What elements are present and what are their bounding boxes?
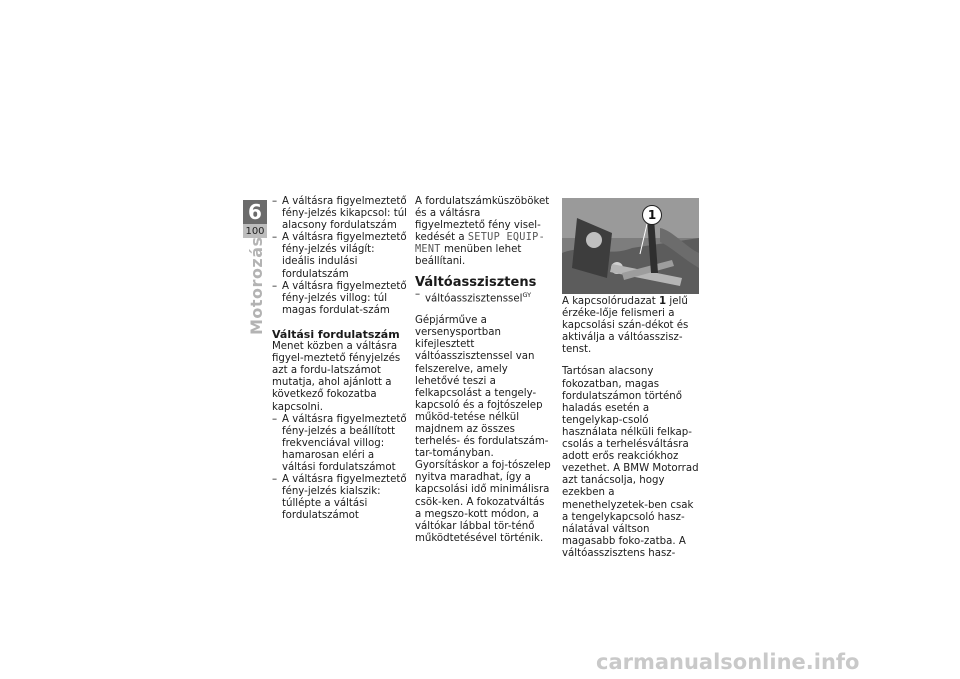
dash: – (272, 196, 278, 207)
list-item-text: A váltásra figyelmeztető fény-jelzés villog: túl magas fordulat-szám (282, 280, 407, 316)
callout-marker: 1 (642, 205, 662, 225)
caption-text: A kapcsolórudazat (562, 296, 656, 307)
section-heading: Váltóasszisztens (415, 274, 537, 290)
list-item-text: A váltásra figyelmeztető fény-jelzés a beállított frekvenciával villog: hamarosan eléri a váltási fordulatszámot (282, 413, 407, 473)
caption-text: jelű érzéke-lője felismeri a kapcsolási szán-dékot és aktiválja a váltóasszisz-tenst. (562, 296, 689, 356)
paragraph: Tartósan alacsony fokozatban, magas fordulatszámon történő haladás esetén a tengelykap-csoló használata nélküli felkap-csolás a terhelésváltásra adott erős reakciókhoz vezethet. A BMW Motorrad azt tanácsolja, hogy ezekben a menethelyzetek-ben csak a tengelykapcsoló hasz-nálatával váltson magasabb foko-zatba. A váltóasszisztens hasz- (562, 366, 699, 559)
list-item-text: A váltásra figyelmeztető fény-jelzés kikapcsol: túl alacsony fordulatszám (282, 196, 408, 232)
dash: – (272, 413, 278, 425)
paragraph (415, 196, 552, 269)
menu-code: SETUP EQUIP-MENT (415, 232, 546, 256)
column-1 (272, 196, 408, 522)
chapter-title: Motorozás (247, 236, 266, 335)
dash: – (272, 280, 278, 292)
list-item-text: A váltásra figyelmeztető fény-jelzés kialszik: túllépte a váltási fordulatszámot (282, 474, 407, 522)
paragraph-text: A fordulatszámküszöböket és a váltásra figyelmeztető fény visel-kedését a (415, 196, 550, 244)
column-2 (415, 196, 552, 545)
list-item-text: A váltásra figyelmeztető fény-jelzés világít: ideális indulási fordulatszám (282, 232, 407, 280)
bullet-list-top (272, 196, 408, 317)
paragraph: Menet közben a váltásra figyel-meztető fényjelzés azt a fordu-latszámot mutatja, ahol ajánlott a következő fokozatba kapcsolni. (272, 341, 401, 413)
bullet-list-bottom (272, 414, 408, 523)
list-item (272, 474, 408, 522)
dash: – (272, 474, 278, 486)
equipment-note-text: váltóasszisztenssel (425, 293, 523, 305)
list-item (272, 281, 408, 317)
dash: – (415, 288, 421, 300)
paragraph-text: menüben lehet beállítani. (415, 244, 522, 268)
equipment-note (415, 289, 552, 305)
watermark: carmanualsonline.info (596, 650, 860, 674)
optional-equipment-mark: GY (522, 290, 532, 299)
list-item (272, 232, 408, 280)
paragraph: Gépjárműve a versenysportban kifejlesztett váltóasszisztenssel van felszerelve, amely lehetővé teszi a felkapcsolást a tengely-kapcsoló és a fojtószelep működ-tetése nélkül majdnem az összes terhelés- és fordulatszám-tar-tományban. Gyorsításkor a foj-tószelep nyitva maradhat, így a kapcsolási idő minimálisra csök-ken. A fokozatváltás a megszo-kott módon, a váltókar lábbal tör-ténő működtetésével történik. (415, 315, 551, 544)
shift-lever-photo (562, 198, 699, 294)
list-item (272, 196, 408, 232)
chapter-number: 6 (243, 200, 267, 224)
section-heading: Váltási fordulatszám (272, 327, 400, 341)
page-number: 100 (243, 224, 267, 238)
column-3 (562, 296, 699, 560)
photo-caption (562, 296, 699, 356)
list-item (272, 414, 408, 474)
caption-callout-ref: 1 (659, 296, 667, 307)
dash: – (272, 232, 278, 244)
